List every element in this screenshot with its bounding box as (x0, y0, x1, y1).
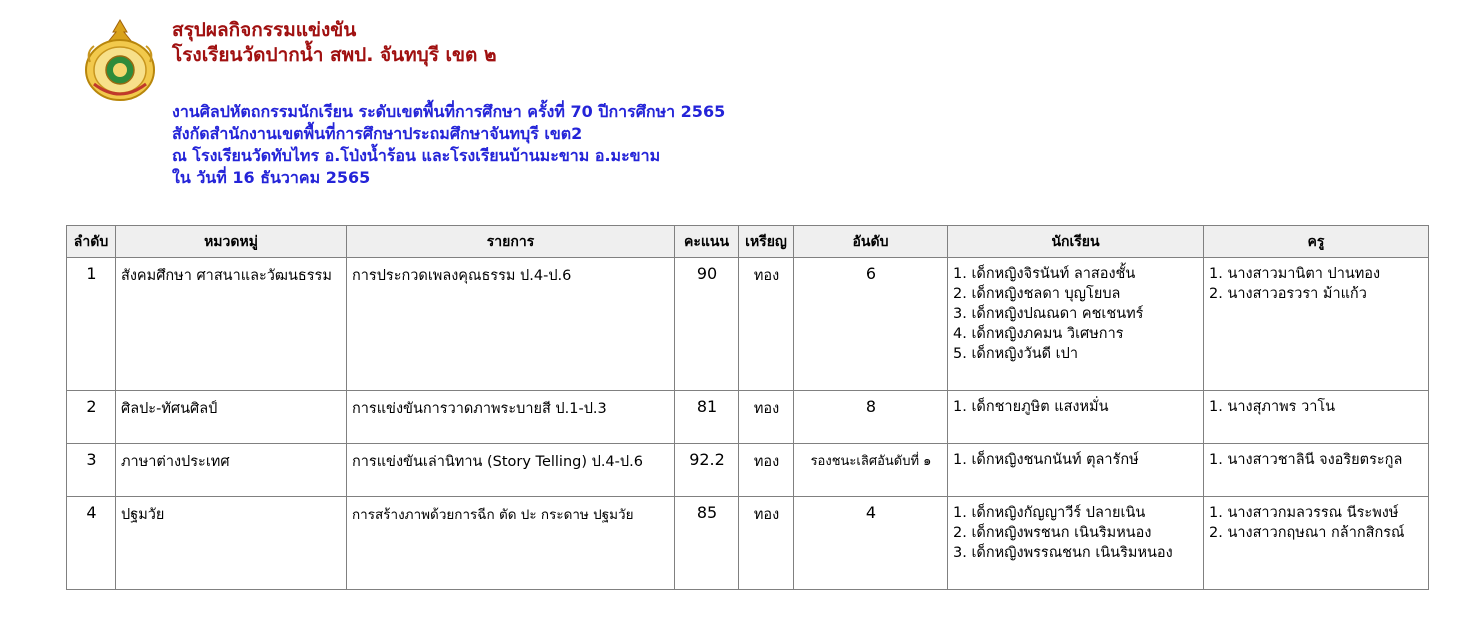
cell-item: การแข่งขันการวาดภาพระบายสี ป.1-ป.3 (347, 391, 675, 444)
teacher-name: 2. นางสาวอรวรา ม้าแก้ว (1209, 286, 1367, 302)
student-name: 1. เด็กหญิงชนกนันท์ ตุลารักษ์ (953, 452, 1139, 468)
cell-no: 4 (67, 497, 116, 590)
report-title-line2: โรงเรียนวัดปากน้ำ สพป. จันทบุรี เขต ๒ (172, 44, 497, 66)
cell-item: การแข่งขันเล่านิทาน (Story Telling) ป.4-ป.6 (347, 444, 675, 497)
student-name: 1. เด็กหญิงกัญญาวีร์ ปลายเนิน (953, 505, 1146, 521)
cell-no: 2 (67, 391, 116, 444)
student-name: 1. เด็กชายภูษิต แสงหมั่น (953, 399, 1109, 415)
results-table (66, 225, 1429, 590)
column-header-item: รายการ (347, 226, 675, 258)
event-info-line: ณ โรงเรียนวัดทับไทร อ.โป่งน้ำร้อน และโรงเรียนบ้านมะขาม อ.มะขาม (172, 146, 661, 165)
cell-teachers (1204, 444, 1429, 497)
student-name: 1. เด็กหญิงจิรนันท์ ลาสองชั้น (953, 266, 1136, 282)
column-header-students: นักเรียน (948, 226, 1204, 258)
cell-rank: 4 (794, 497, 948, 590)
teacher-name: 1. นางสุภาพร วาโน (1209, 399, 1336, 415)
cell-medal: ทอง (739, 497, 794, 590)
event-info-line: ใน วันที่ 16 ธันวาคม 2565 (172, 168, 371, 187)
cell-rank: 8 (794, 391, 948, 444)
cell-category: สังคมศึกษา ศาสนาและวัฒนธรรม (116, 258, 347, 391)
cell-category: ภาษาต่างประเทศ (116, 444, 347, 497)
school-emblem-logo (80, 18, 160, 104)
table-row (67, 391, 1429, 444)
cell-teachers (1204, 497, 1429, 590)
table-row (67, 497, 1429, 590)
column-header-score: คะแนน (675, 226, 739, 258)
cell-medal: ทอง (739, 258, 794, 391)
teacher-name: 1. นางสาวมานิตา ปานทอง (1209, 266, 1381, 282)
column-header-teachers: ครู (1204, 226, 1429, 258)
report-title (172, 18, 497, 68)
cell-students (948, 258, 1204, 391)
cell-category: ปฐมวัย (116, 497, 347, 590)
cell-score: 90 (675, 258, 739, 391)
student-name: 3. เด็กหญิงปณณดา คชเชนทร์ (953, 306, 1144, 322)
cell-teachers (1204, 258, 1429, 391)
cell-students (948, 391, 1204, 444)
column-header-category: หมวดหมู่ (116, 226, 347, 258)
teacher-name: 1. นางสาวกมลวรรณ นีระพงษ์ (1209, 505, 1399, 521)
event-info (172, 101, 725, 189)
student-name: 5. เด็กหญิงวันดี เปา (953, 346, 1078, 362)
student-name: 2. เด็กหญิงพรชนก เนินริมหนอง (953, 525, 1152, 541)
cell-rank: รองชนะเลิศอันดับที่ ๑ (794, 444, 948, 497)
cell-score: 92.2 (675, 444, 739, 497)
table-row (67, 258, 1429, 391)
cell-teachers (1204, 391, 1429, 444)
table-row (67, 444, 1429, 497)
student-name: 3. เด็กหญิงพรรณชนก เนินริมหนอง (953, 545, 1173, 561)
cell-rank: 6 (794, 258, 948, 391)
table-header-row (67, 226, 1429, 258)
cell-students (948, 497, 1204, 590)
column-header-medal: เหรียญ (739, 226, 794, 258)
event-info-line: สังกัดสำนักงานเขตพื้นที่การศึกษาประถมศึกษาจันทบุรี เขต2 (172, 124, 583, 143)
student-name: 4. เด็กหญิงภคมน วิเศษการ (953, 326, 1124, 342)
cell-category: ศิลปะ-ทัศนศิลป์ (116, 391, 347, 444)
column-header-rank: อันดับ (794, 226, 948, 258)
cell-medal: ทอง (739, 391, 794, 444)
teacher-name: 2. นางสาวกฤษณา กล้ากสิกรณ์ (1209, 525, 1405, 541)
cell-no: 1 (67, 258, 116, 391)
cell-medal: ทอง (739, 444, 794, 497)
teacher-name: 1. นางสาวชาลินี จงอริยตระกูล (1209, 452, 1403, 468)
cell-students (948, 444, 1204, 497)
cell-score: 85 (675, 497, 739, 590)
cell-score: 81 (675, 391, 739, 444)
column-header-no: ลำดับ (67, 226, 116, 258)
report-title-line1: สรุปผลกิจกรรมแข่งขัน (172, 19, 357, 41)
event-info-line: งานศิลปหัตถกรรมนักเรียน ระดับเขตพื้นที่การศึกษา ครั้งที่ 70 ปีการศึกษา 2565 (172, 102, 726, 121)
cell-item: การประกวดเพลงคุณธรรม ป.4-ป.6 (347, 258, 675, 391)
cell-item: การสร้างภาพด้วยการฉีก ตัด ปะ กระดาษ ปฐมวัย (347, 497, 675, 590)
student-name: 2. เด็กหญิงชลดา บุญโยบล (953, 286, 1121, 302)
cell-no: 3 (67, 444, 116, 497)
